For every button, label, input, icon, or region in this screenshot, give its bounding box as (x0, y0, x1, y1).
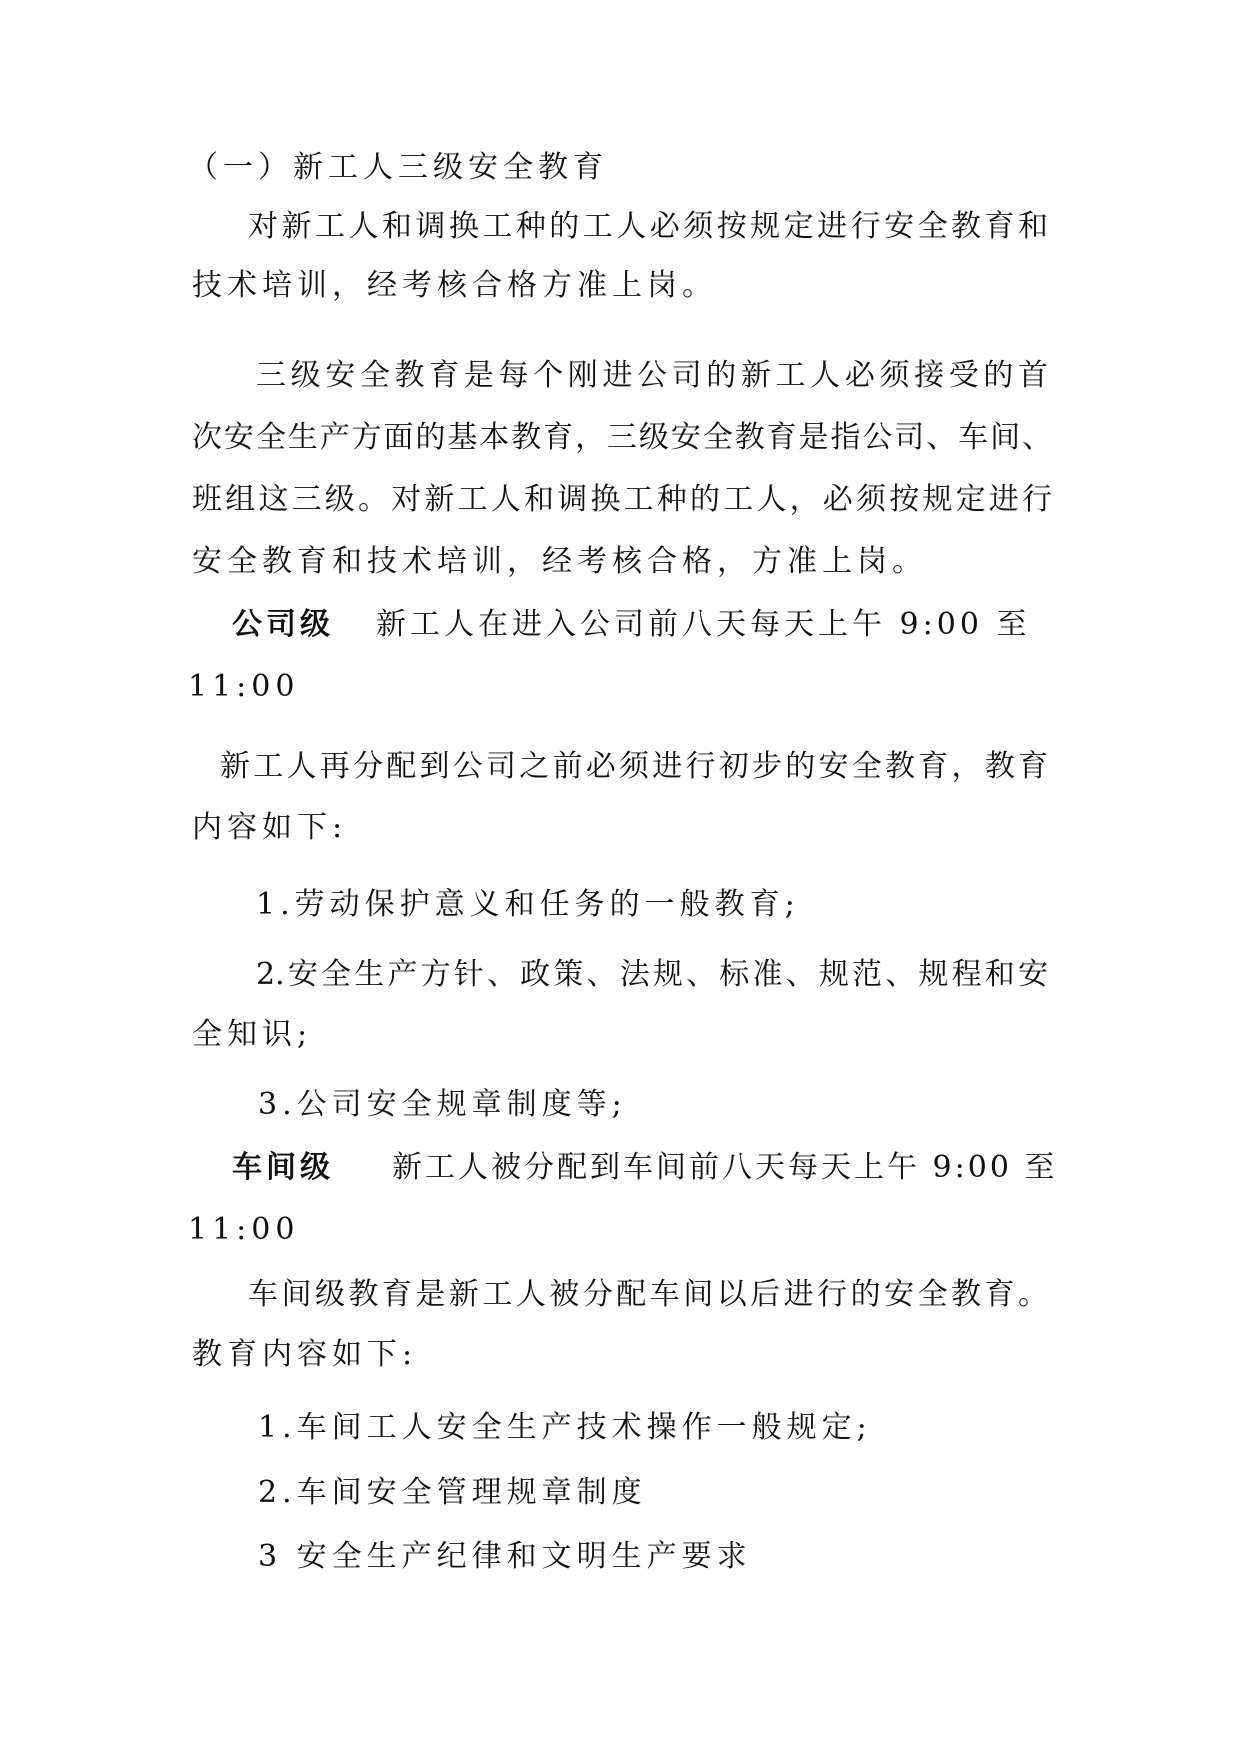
company-level-schedule-end: 11:00 (188, 669, 300, 704)
workshop-level-schedule-end: 11:00 (188, 1212, 300, 1247)
workshop-level-label: 车间级 (232, 1150, 334, 1185)
workshop-desc-line-2: 教育内容如下: (192, 1337, 418, 1372)
explain-line-1: 三级安全教育是每个刚进公司的新工人必须接受的首 (256, 358, 1048, 393)
company-item-3: 3.公司安全规章制度等; (258, 1087, 627, 1122)
workshop-desc-line-1: 车间级教育是新工人被分配车间以后进行的安全教育。 (248, 1277, 1048, 1312)
explain-line-4: 安全教育和技术培训，经考核合格，方准上岗。 (192, 544, 927, 579)
intro-line-1: 对新工人和调换工种的工人必须按规定进行安全教育和 (248, 209, 1048, 244)
workshop-item-3: 3 安全生产纪律和文明生产要求 (258, 1539, 752, 1574)
company-desc-line-1: 新工人再分配到公司之前必须进行初步的安全教育，教育 (220, 749, 1048, 784)
workshop-level-schedule: 新工人被分配到车间前八天每天上午 9:00 至 (392, 1150, 1058, 1185)
company-desc-line-2: 内容如下: (192, 810, 348, 845)
section-heading: （一）新工人三级安全教育 (188, 150, 608, 185)
workshop-level-row (232, 1148, 1057, 1188)
company-item-2-line-2: 全知识; (192, 1017, 313, 1052)
company-item-2-line-1: 2.安全生产方针、政策、法规、标准、规范、规程和安 (256, 957, 1048, 992)
workshop-item-2: 2.车间安全管理规章制度 (258, 1475, 647, 1510)
intro-line-2: 技术培训，经考核合格方准上岗。 (192, 268, 717, 303)
company-level-schedule: 新工人在进入公司前八天每天上午 9:00 至 (376, 607, 1031, 642)
explain-line-2: 次安全生产方面的基本教育，三级安全教育是指公司、车间、 (192, 420, 1052, 455)
workshop-item-1: 1.车间工人安全生产技术操作一般规定; (258, 1410, 872, 1445)
company-item-1: 1.劳动保护意义和任务的一般教育; (256, 887, 800, 922)
explain-line-3: 班组这三级。对新工人和调换工种的工人，必须按规定进行 (192, 482, 1052, 517)
company-level-row (232, 605, 1030, 645)
company-level-label: 公司级 (232, 607, 334, 642)
